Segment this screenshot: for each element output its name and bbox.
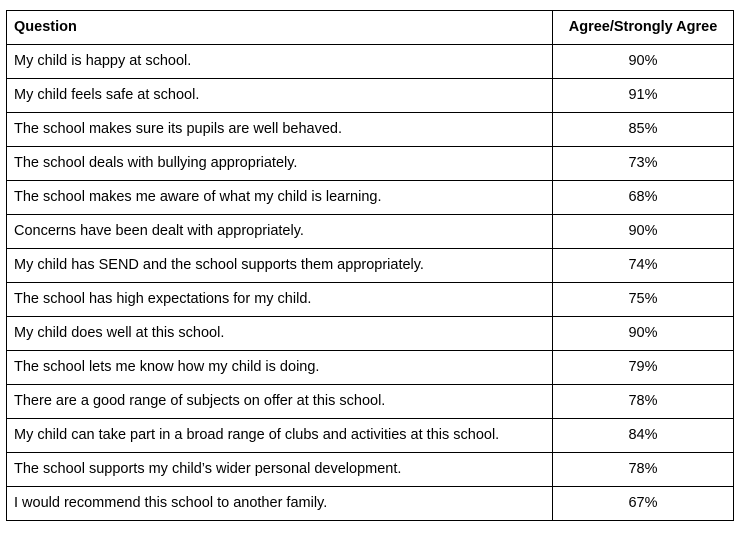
- question-cell: The school supports my child’s wider personal development.: [7, 453, 553, 487]
- table-row: [7, 283, 734, 317]
- agree-percent-cell: 90%: [553, 317, 734, 351]
- question-cell: My child can take part in a broad range of clubs and activities at this school.: [7, 419, 553, 453]
- question-column-header: Question: [7, 11, 553, 45]
- table-row: [7, 45, 734, 79]
- table-row: [7, 419, 734, 453]
- table-row: [7, 453, 734, 487]
- table-row: [7, 181, 734, 215]
- question-cell: My child has SEND and the school supports them appropriately.: [7, 249, 553, 283]
- agree-percent-cell: 68%: [553, 181, 734, 215]
- question-cell: My child is happy at school.: [7, 45, 553, 79]
- agree-percent-cell: 78%: [553, 453, 734, 487]
- table-row: [7, 317, 734, 351]
- table-row: [7, 113, 734, 147]
- table-row: [7, 385, 734, 419]
- question-cell: The school lets me know how my child is doing.: [7, 351, 553, 385]
- table-row: [7, 487, 734, 521]
- question-cell: The school makes sure its pupils are well behaved.: [7, 113, 553, 147]
- agree-percent-cell: 73%: [553, 147, 734, 181]
- table-row: [7, 215, 734, 249]
- question-cell: The school has high expectations for my child.: [7, 283, 553, 317]
- agree-column-header: Agree/Strongly Agree: [553, 11, 734, 45]
- question-cell: There are a good range of subjects on offer at this school.: [7, 385, 553, 419]
- survey-results-table: [6, 10, 734, 521]
- question-cell: My child feels safe at school.: [7, 79, 553, 113]
- question-cell: Concerns have been dealt with appropriately.: [7, 215, 553, 249]
- table-row: [7, 79, 734, 113]
- agree-percent-cell: 90%: [553, 45, 734, 79]
- agree-percent-cell: 75%: [553, 283, 734, 317]
- agree-percent-cell: 79%: [553, 351, 734, 385]
- table-row: [7, 147, 734, 181]
- agree-percent-cell: 84%: [553, 419, 734, 453]
- agree-percent-cell: 74%: [553, 249, 734, 283]
- question-cell: My child does well at this school.: [7, 317, 553, 351]
- table-row: [7, 249, 734, 283]
- agree-percent-cell: 67%: [553, 487, 734, 521]
- question-cell: The school makes me aware of what my child is learning.: [7, 181, 553, 215]
- table-row: [7, 351, 734, 385]
- agree-percent-cell: 78%: [553, 385, 734, 419]
- agree-percent-cell: 85%: [553, 113, 734, 147]
- question-cell: I would recommend this school to another family.: [7, 487, 553, 521]
- question-cell: The school deals with bullying appropriately.: [7, 147, 553, 181]
- agree-percent-cell: 91%: [553, 79, 734, 113]
- table-header-row: [7, 11, 734, 45]
- agree-percent-cell: 90%: [553, 215, 734, 249]
